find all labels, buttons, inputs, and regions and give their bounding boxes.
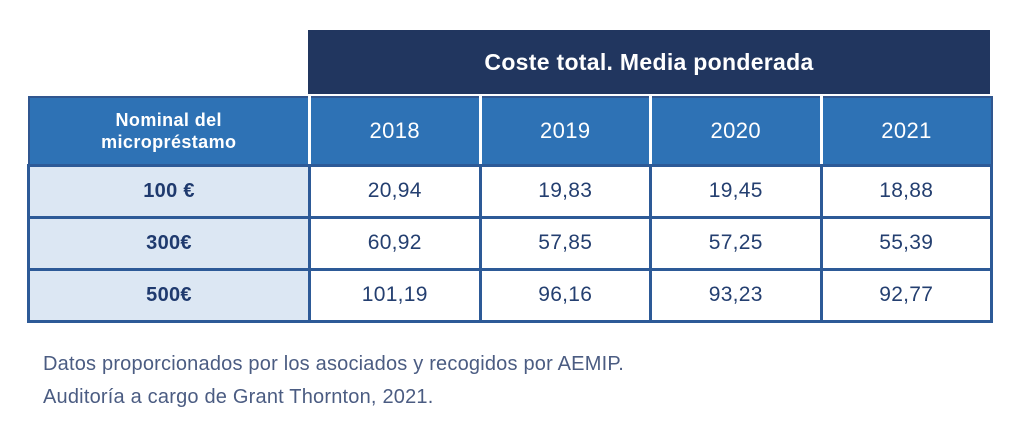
row-header-title-text: Nominal del micropréstamo [101, 109, 237, 152]
cell-100-2019: 19,83 [480, 165, 651, 217]
col-header-2021: 2021 [821, 97, 992, 165]
cell-500-2020: 93,23 [651, 269, 822, 321]
row-label-100: 100 € [29, 165, 310, 217]
table-title-banner [308, 30, 990, 94]
cell-500-2018: 101,19 [310, 269, 481, 321]
footnote-line-1: Datos proporcionados por los asociados y recogidos por AEMIP. [43, 353, 625, 375]
col-header-2018: 2018 [310, 97, 481, 165]
cell-100-2018: 20,94 [310, 165, 481, 217]
row-header-title [29, 97, 310, 165]
cell-500-2019: 96,16 [480, 269, 651, 321]
table-row-300 [29, 217, 992, 269]
cell-100-2021: 18,88 [821, 165, 992, 217]
cell-300-2018: 60,92 [310, 217, 481, 269]
cost-table [27, 96, 993, 323]
row-label-300: 300€ [29, 217, 310, 269]
col-header-2019: 2019 [480, 97, 651, 165]
table-header-row [29, 97, 992, 165]
cell-300-2020: 57,25 [651, 217, 822, 269]
col-header-2020: 2020 [651, 97, 822, 165]
cell-300-2019: 57,85 [480, 217, 651, 269]
table-row-500 [29, 269, 992, 321]
table-title: Coste total. Media ponderada [484, 48, 814, 75]
cell-500-2021: 92,77 [821, 269, 992, 321]
cell-100-2020: 19,45 [651, 165, 822, 217]
cost-table-wrapper [27, 96, 990, 323]
row-label-500: 500€ [29, 269, 310, 321]
footnote [43, 348, 624, 414]
footnote-line-2: Auditoría a cargo de Grant Thornton, 2021. [43, 386, 434, 408]
table-row-100 [29, 165, 992, 217]
cell-300-2021: 55,39 [821, 217, 992, 269]
